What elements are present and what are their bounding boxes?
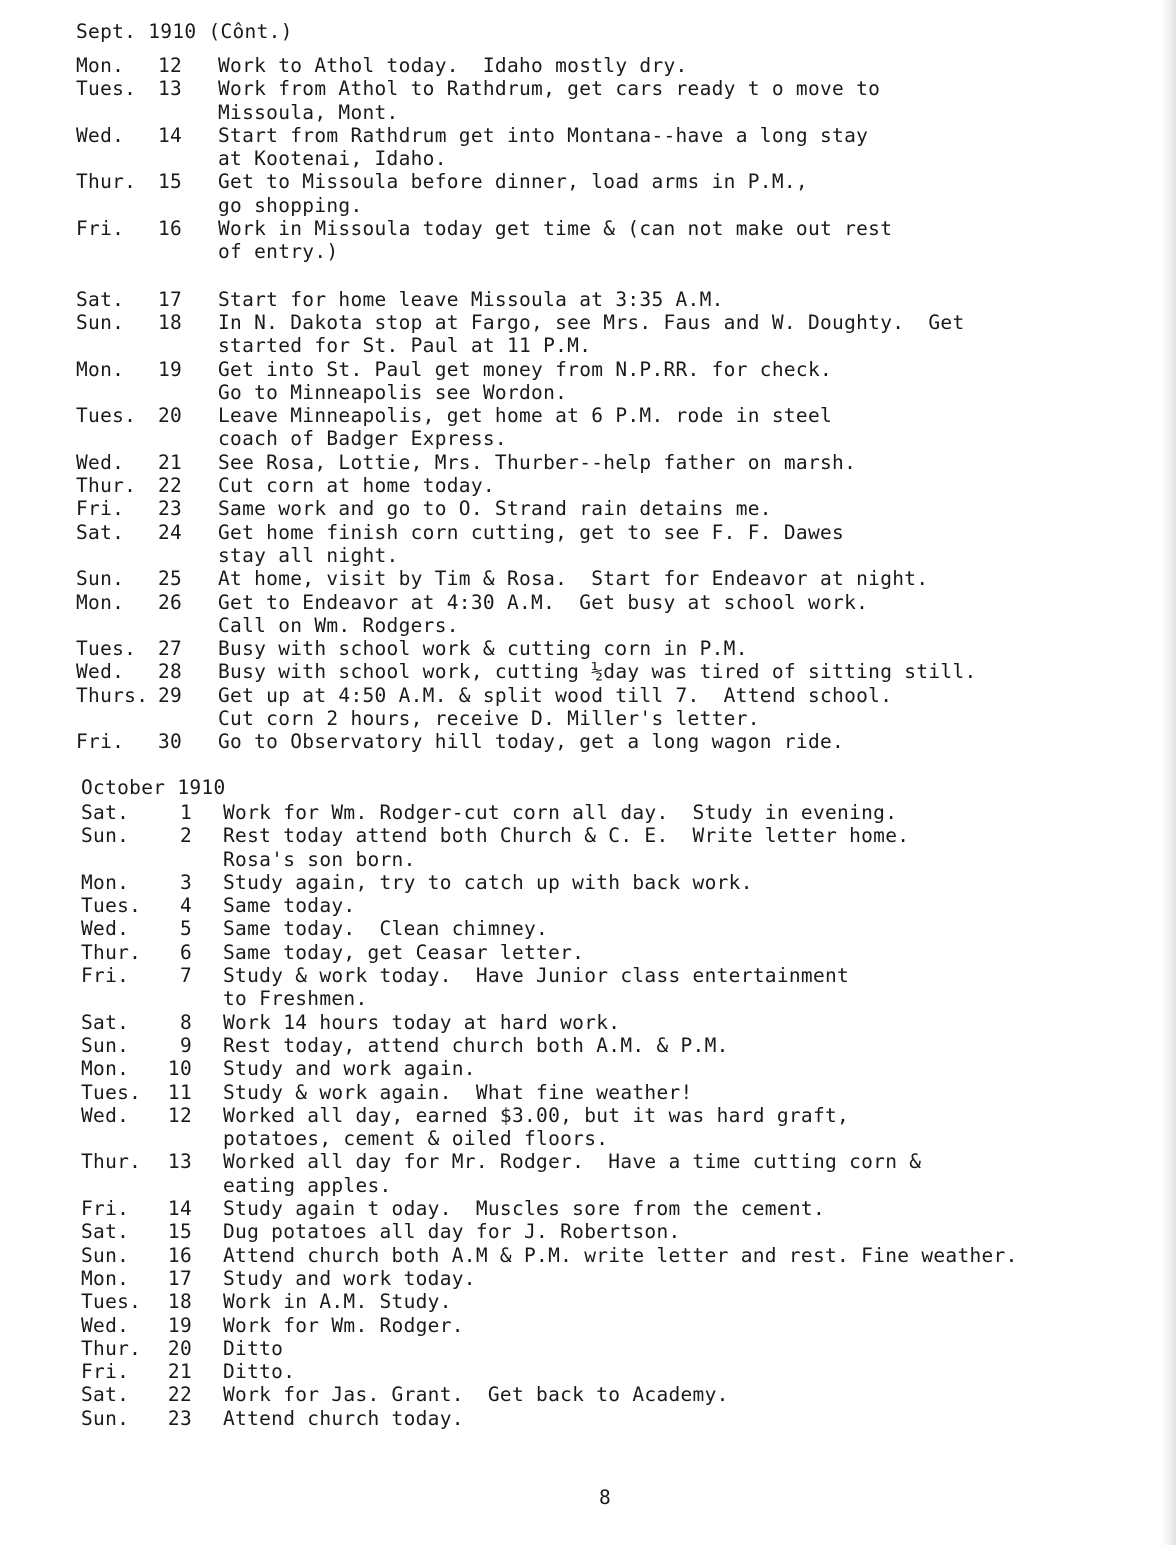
entry-date: 13 [167, 1150, 192, 1174]
diary-entry [76, 521, 1176, 568]
entry-date: 28 [158, 660, 183, 684]
diary-entry [76, 497, 1176, 520]
diary-entry [76, 217, 1176, 264]
entry-date: 26 [158, 590, 183, 614]
diary-entry [76, 170, 1176, 217]
entry-text: Work for Wm. Rodger-cut corn all day. Study in evening. [223, 801, 898, 824]
entry-date: 15 [167, 1220, 192, 1244]
diary-entry [76, 404, 1176, 451]
entry-day: Wed. [81, 1103, 130, 1127]
entry-date: 20 [158, 404, 183, 428]
entry-text: Busy with school work & cutting corn in P.M. [218, 637, 748, 661]
entry-date: 16 [158, 217, 183, 241]
entry-text: Rest today, attend church both A.M. & P.M. [223, 1033, 729, 1057]
diary-entry [81, 824, 1176, 871]
entry-text: Start for home leave Missoula at 3:35 A.M. [218, 287, 724, 311]
diary-entry [76, 124, 1176, 171]
entry-date: 10 [167, 1057, 192, 1081]
diary-entry [81, 1407, 1176, 1430]
entry-day: Sun. [76, 310, 125, 334]
diary-entry [76, 730, 1176, 753]
entry-day: Thur. [81, 1150, 142, 1174]
entry-text: Ditto [223, 1336, 284, 1360]
diary-entry [76, 288, 1176, 311]
entry-day: Fri. [76, 497, 125, 521]
entry-day: Thur. [76, 170, 137, 194]
entry-text: Attend church today. [223, 1406, 464, 1430]
entry-text: Work for Jas. Grant. Get back to Academy. [223, 1383, 729, 1407]
entry-date: 27 [158, 637, 183, 661]
entry-date: 16 [167, 1243, 192, 1267]
diary-entry [81, 1290, 1176, 1313]
entry-text: Get to Missoula before dinner, load arms in P.M., go shopping. [218, 170, 808, 217]
diary-entry [81, 894, 1176, 917]
entry-date: 4 [179, 894, 192, 918]
diary-entry [81, 801, 1176, 824]
entry-text: Get into St. Paul get money from N.P.RR. for check. Go to Minneapolis see Wordon. [218, 357, 833, 404]
diary-entry [81, 1383, 1176, 1406]
entry-date: 1 [179, 801, 192, 824]
entry-text: Worked all day, earned $3.00, but it was hard graft, potatoes, cement & oiled floors. [223, 1103, 850, 1151]
entry-text: Cut corn at home today. [218, 474, 495, 498]
entry-day: Tues. [76, 77, 137, 101]
entry-text: Same today. [223, 894, 356, 918]
entry-date: 23 [167, 1406, 192, 1430]
entry-day: Thur. [81, 940, 142, 964]
diary-entry [76, 567, 1176, 590]
entry-day: Fri. [76, 730, 125, 754]
entry-day: Mon. [76, 357, 125, 381]
page-edge-shadow [1162, 0, 1176, 1545]
entry-text: Study again, try to catch up with back work. [223, 870, 753, 894]
entry-day: Wed. [76, 450, 125, 474]
diary-entry [81, 917, 1176, 940]
entry-date: 11 [167, 1080, 192, 1104]
diary-entry [81, 1314, 1176, 1337]
entry-day: Sat. [81, 1220, 130, 1244]
entry-day: Sun. [76, 567, 125, 591]
entry-date: 21 [167, 1360, 192, 1384]
section-heading: Sept. 1910 (Cônt.) [76, 20, 293, 43]
entry-text: Study & work today. Have Junior class entertainment to Freshmen. [223, 964, 850, 1011]
entry-date: 21 [158, 450, 183, 474]
entry-day: Tues. [81, 1080, 142, 1104]
entry-date: 15 [158, 170, 183, 194]
entry-text: Get to Endeavor at 4:30 A.M. Get busy at school work. Call on Wm. Rodgers. [218, 590, 869, 637]
entry-date: 19 [167, 1313, 192, 1337]
september-section [76, 20, 1176, 754]
diary-entry [76, 660, 1176, 683]
entry-text: Same today. Clean chimney. [223, 917, 549, 941]
entry-date: 12 [158, 54, 183, 77]
entry-day: Mon. [76, 54, 125, 77]
entry-text: Work for Wm. Rodger. [223, 1313, 464, 1337]
entry-day: Sun. [81, 824, 130, 848]
entry-day: Fri. [81, 1197, 130, 1221]
entry-date: 18 [158, 310, 183, 334]
diary-entry [81, 941, 1176, 964]
entry-day: Wed. [76, 660, 125, 684]
diary-entry [81, 1104, 1176, 1151]
entry-text: See Rosa, Lottie, Mrs. Thurber--help father on marsh. [218, 450, 857, 474]
section-heading: October 1910 [81, 776, 226, 799]
entry-text: Ditto. [223, 1360, 296, 1384]
entry-text: Get up at 4:50 A.M. & split wood till 7. Attend school. Cut corn 2 hours, receive D. Miller's letter. [218, 683, 893, 731]
diary-entry [76, 637, 1176, 660]
entry-text: Get home finish corn cutting, get to see F. F. Dawes stay all night. [218, 520, 845, 567]
entry-text: Dug potatoes all day for J. Robertson. [223, 1220, 681, 1244]
entry-text: Busy with school work, cutting ½day was tired of sitting still. [218, 660, 977, 684]
entry-date: 3 [179, 870, 192, 894]
entry-date: 19 [158, 357, 183, 381]
entry-text: Study again t oday. Muscles sore from the cement. [223, 1197, 825, 1221]
entry-date: 5 [179, 917, 192, 941]
entry-date: 22 [167, 1383, 192, 1407]
entry-day: Fri. [81, 964, 130, 988]
diary-entry [76, 311, 1176, 358]
entry-day: Sat. [76, 520, 125, 544]
entry-text: Same today, get Ceasar letter. [223, 940, 585, 964]
entry-day: Tues. [76, 404, 137, 428]
diary-entry [81, 1337, 1176, 1360]
entry-date: 22 [158, 474, 183, 498]
diary-entry [76, 684, 1176, 731]
entry-text: Work in A.M. Study. [223, 1290, 452, 1314]
entry-date: 2 [179, 824, 192, 848]
diary-entry [81, 1011, 1176, 1034]
diary-entry [76, 474, 1176, 497]
entry-text: Rest today attend both Church & C. E. Write letter home. Rosa's son born. [223, 824, 910, 871]
entry-text: Work from Athol to Rathdrum, get cars ready t o move to Missoula, Mont. [218, 77, 881, 124]
entry-day: Mon. [76, 590, 125, 614]
entry-date: 18 [167, 1290, 192, 1314]
entry-date: 14 [167, 1197, 192, 1221]
diary-entry [81, 1220, 1176, 1243]
entry-date: 12 [167, 1103, 192, 1127]
diary-entry [81, 1197, 1176, 1220]
entry-list [76, 54, 1176, 754]
entry-text: Work 14 hours today at hard work. [223, 1010, 621, 1034]
entry-text: Study & work again. What fine weather! [223, 1080, 693, 1104]
entry-text: Work to Athol today. Idaho mostly dry. [218, 54, 688, 77]
diary-entry [81, 1081, 1176, 1104]
entry-text: Work in Missoula today get time & (can not make out rest of entry.) [218, 217, 893, 264]
entry-text: Study and work today. [223, 1266, 476, 1290]
entry-text: In N. Dakota stop at Fargo, see Mrs. Faus and W. Doughty. Get started for St. Paul at 11 P.M. [218, 310, 965, 358]
entry-date: 8 [179, 1010, 192, 1034]
entry-text: Leave Minneapolis, get home at 6 P.M. rode in steel coach of Badger Express. [218, 404, 833, 451]
entry-date: 17 [158, 287, 183, 311]
entry-day: Sat. [81, 801, 130, 824]
entry-day: Thur. [76, 474, 137, 498]
entry-day: Mon. [81, 1266, 130, 1290]
diary-entry [76, 77, 1176, 124]
entry-gap [76, 264, 1176, 288]
entry-day: Sat. [76, 287, 125, 311]
entry-text: Go to Observatory hill today, get a long wagon ride. [218, 730, 845, 754]
entry-day: Mon. [81, 1057, 130, 1081]
entry-day: Sat. [81, 1010, 130, 1034]
entry-day: Fri. [81, 1360, 130, 1384]
entry-day: Mon. [81, 870, 130, 894]
entry-day: Sun. [81, 1406, 130, 1430]
entry-day: Sun. [81, 1033, 130, 1057]
october-section [81, 776, 1176, 1430]
diary-entry [81, 964, 1176, 1011]
diary-entry [76, 54, 1176, 77]
entry-day: Sun. [81, 1243, 130, 1267]
entry-date: 7 [179, 964, 192, 988]
entry-date: 13 [158, 77, 183, 101]
diary-entry [81, 1360, 1176, 1383]
entry-day: Tues. [76, 637, 137, 661]
entry-day: Wed. [81, 1313, 130, 1337]
entry-day: Thurs. [76, 683, 149, 707]
entry-date: 14 [158, 123, 183, 147]
diary-entry [76, 451, 1176, 474]
entry-date: 9 [179, 1033, 192, 1057]
entry-day: Tues. [81, 894, 142, 918]
entry-day: Sat. [81, 1383, 130, 1407]
entry-day: Thur. [81, 1336, 142, 1360]
entry-day: Fri. [76, 217, 125, 241]
diary-entry [76, 591, 1176, 638]
page-number: 8 [598, 1486, 612, 1509]
entry-date: 6 [179, 940, 192, 964]
entry-list [81, 801, 1176, 1430]
entry-day: Wed. [76, 123, 125, 147]
diary-entry [81, 1244, 1176, 1267]
entry-text: At home, visit by Tim & Rosa. Start for Endeavor at night. [218, 567, 929, 591]
entry-text: Start from Rathdrum get into Montana--have a long stay at Kootenai, Idaho. [218, 123, 869, 171]
entry-date: 17 [167, 1266, 192, 1290]
entry-date: 30 [158, 730, 183, 754]
entry-date: 29 [158, 683, 183, 707]
diary-entry [76, 358, 1176, 405]
entry-day: Tues. [81, 1290, 142, 1314]
diary-entry [81, 1057, 1176, 1080]
entry-text: Attend church both A.M & P.M. write letter and rest. Fine weather. [223, 1243, 1018, 1267]
entry-text: Same work and go to O. Strand rain detains me. [218, 497, 772, 521]
diary-entry [81, 1267, 1176, 1290]
entry-date: 24 [158, 520, 183, 544]
entry-day: Wed. [81, 917, 130, 941]
diary-entry [81, 871, 1176, 894]
entry-text: Study and work again. [223, 1057, 476, 1081]
diary-entry [81, 1150, 1176, 1197]
entry-date: 20 [167, 1336, 192, 1360]
diary-entry [81, 1034, 1176, 1057]
entry-date: 25 [158, 567, 183, 591]
entry-date: 23 [158, 497, 183, 521]
entry-text: Worked all day for Mr. Rodger. Have a time cutting corn & eating apples. [223, 1150, 922, 1197]
